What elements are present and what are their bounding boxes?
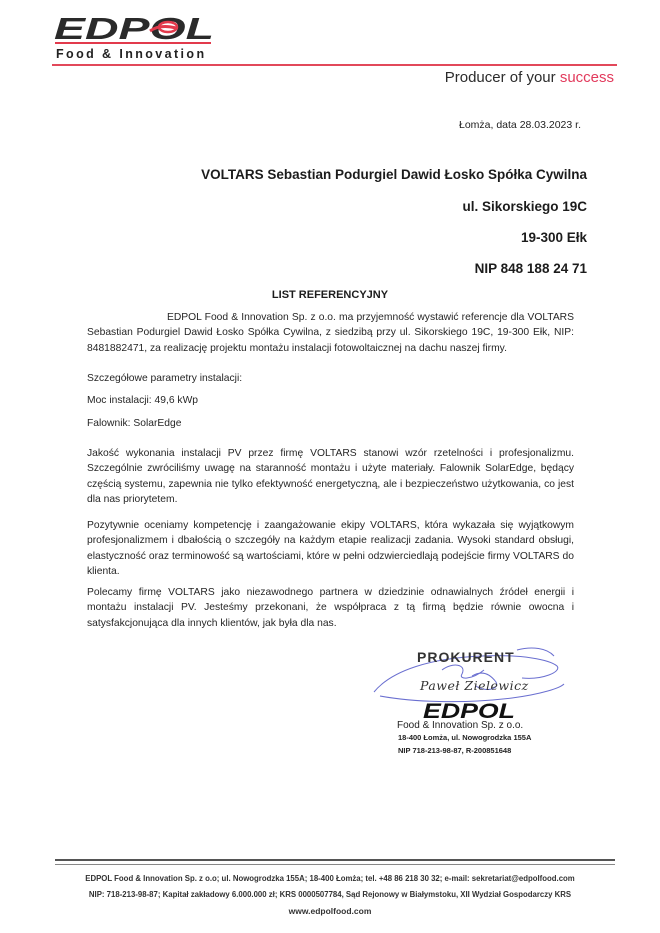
date-line: Łomża, data 28.03.2023 r. — [458, 119, 581, 131]
recipient-name: VOLTARS Sebastian Podurgiel Dawid Łosko Spółka Cywilna — [201, 167, 587, 182]
paragraph-recommend-text: Polecamy firmę VOLTARS jako niezawodnego partnera w dziedzinie odnawialnych źródeł energii i montażu instalacji PV. Jesteśmy przekonani, że współpraca z tą firmą będzie równie owocna i satysfakcjonująca dla innych klientów, jak była dla nas. — [87, 587, 574, 629]
params-heading: Szczegółowe parametry instalacji: — [87, 373, 243, 384]
stamp-address: 18-400 Łomża, ul. Nowogrodzka 155A — [398, 733, 532, 742]
param-inverter: Falownik: SolarEdge — [87, 418, 182, 429]
recipient-street: ul. Sikorskiego 19C — [462, 199, 587, 214]
footer-divider-bottom — [55, 864, 615, 865]
paragraph-competence-text: Pozytywnie oceniamy kompetencję i zaangażowanie ekipy VOLTARS, która wykazała się wyjątkowym profesjonalizmem i dbałością o szczegóły na każdym etapie realizacji zadania. Wysoki standard obsługi, elastyczność oraz terminowość są wartościami, które w pełni odzwierciedlają podejście firmy VOLTARS do klienta. — [87, 520, 574, 578]
param-power: Moc instalacji: 49,6 kWp — [87, 395, 199, 406]
tagline-prefix: Producer of your — [444, 69, 560, 86]
edpol-logo — [52, 12, 217, 42]
stamp-ids: NIP 718-213-98-87, R-200851648 — [398, 746, 512, 755]
stamp-logo — [422, 700, 517, 720]
recipient-nip: NIP 848 188 24 71 — [474, 261, 587, 276]
stamp-role: PROKURENT — [417, 649, 515, 665]
edpol-logo-mark — [52, 12, 217, 42]
letter-title: LIST REFERENCYJNY — [271, 289, 389, 301]
paragraph-quality-text: Jakość wykonania instalacji PV przez firmę VOLTARS stanowi wzór rzetelności i profesjonalizmu. Szczególnie zwróciliśmy uwagę na staranność montażu i użyte materiały. Falownik SolarEdge, będący częścią systemu, zapewnia nie tylko efektywność energetyczną, ale i bezpieczeństwo użytkowania, co jest dla nas priorytetem. — [87, 448, 574, 506]
stamp-signatory: Paweł Zielewicz — [420, 678, 529, 693]
stamp-company: Food & Innovation Sp. z o.o. — [397, 720, 524, 731]
paragraph-intro — [87, 310, 574, 356]
paragraph-competence — [87, 518, 574, 580]
paragraph-quality — [87, 446, 574, 508]
header-divider — [52, 64, 617, 66]
recipient-city: 19-300 Ełk — [520, 230, 587, 245]
logo-wordmark: EDPOL — [54, 12, 214, 42]
stamp-logo-text: EDPOL — [423, 700, 515, 720]
logo-underline — [55, 42, 211, 44]
company-stamp — [372, 640, 572, 765]
tagline — [445, 69, 614, 86]
logo-subtitle: Food & Innovation — [56, 47, 207, 61]
paragraph-recommend — [87, 585, 574, 631]
footer-website[interactable]: www.edpolfood.com — [288, 906, 372, 916]
footer-registry: NIP: 718-213-98-87; Kapitał zakładowy 6.000.000 zł; KRS 0000507784, Sąd Rejonowy w Białymstoku, XII Wydział Gospodarczy KRS — [88, 890, 572, 899]
footer-divider-top — [55, 859, 615, 861]
paragraph-intro-text: EDPOL Food & Innovation Sp. z o.o. ma przyjemność wystawić referencje dla VOLTARS Sebastian Podurgiel Dawid Łosko Spółka Cywilna, z siedzibą przy ul. Sikorskiego 19C, 19-300 Ełk, NIP: 8481882471, za realizację projektu montażu instalacji fotowoltaicznej na dachu naszej firmy. — [87, 312, 574, 354]
tagline-accent: success — [559, 69, 614, 86]
footer-contact: EDPOL Food & Innovation Sp. z o.o; ul. Nowogrodzka 155A; 18-400 Łomża; tel. +48 86 218 30 32; e-mail: sekretariat@edpolfood.com — [85, 874, 575, 883]
